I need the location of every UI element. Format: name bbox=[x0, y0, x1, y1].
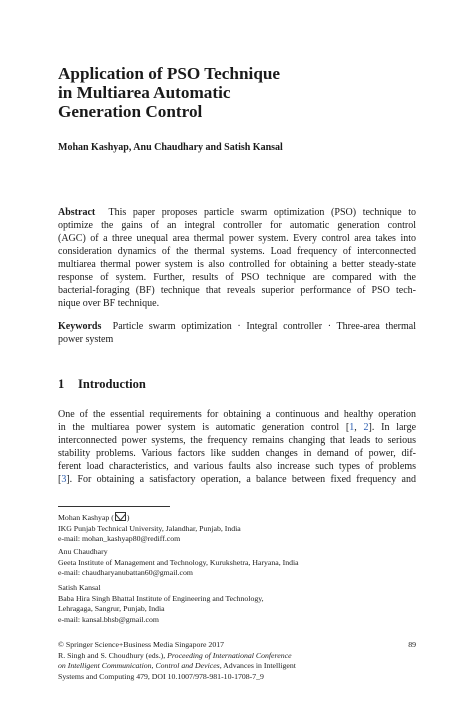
keywords-text-1: Particle swarm optimization · Integral controller · Three-area thermal bbox=[112, 321, 416, 332]
section-heading bbox=[58, 377, 146, 392]
title-line-3: Generation Control bbox=[58, 102, 203, 121]
author-1-name bbox=[58, 512, 241, 524]
paper-title bbox=[58, 64, 418, 121]
copyright-block bbox=[58, 640, 296, 682]
author-1-affiliation: IKG Punjab Technical University, Jalandhar, Punjab, India bbox=[58, 523, 241, 533]
abstract-line-1 bbox=[58, 206, 416, 219]
intro-line-4: stability problems. Various factors like sudden changes in demand of power, dif- bbox=[58, 448, 416, 460]
copyright-line-4: Systems and Computing 479, DOI 10.1007/978-981-10-1708-7_9 bbox=[58, 671, 264, 681]
intro-line-1: One of the essential requirements for obtaining a continuous and healthy operation bbox=[58, 409, 416, 420]
keywords bbox=[58, 320, 416, 346]
copyright-line-3-text: , Advances in Intelligent bbox=[219, 661, 296, 671]
copyright-line-3 bbox=[58, 661, 296, 672]
abstract bbox=[58, 206, 416, 310]
footnote-divider bbox=[58, 506, 170, 507]
copyright-line-2-italic: Proceeding of International Conference bbox=[167, 650, 292, 660]
abstract-line-5: multiarea thermal power system is also controlled for obtaining a better steady-state bbox=[58, 259, 416, 271]
abstract-line-6: response of system. Further, results of PSO technique are compared with the bbox=[58, 272, 416, 284]
keywords-label: Keywords bbox=[58, 321, 102, 332]
author-2-email[interactable]: e-mail: chaudharyanubattan60@gmail.com bbox=[58, 568, 193, 578]
copyright-line-2 bbox=[58, 651, 296, 662]
title-line-2: in Multiarea Automatic bbox=[58, 83, 231, 102]
intro-line-2-text: in the multiarea power system is automatic generation control [ bbox=[58, 422, 350, 434]
footnote-author-2 bbox=[58, 547, 299, 579]
copyright-line-3-italic: on Intelligent Communication, Control and Devices bbox=[58, 661, 220, 671]
author-3-affiliation-2: Lehragaga, Sangrur, Punjab, India bbox=[58, 604, 165, 614]
citation-link-1[interactable]: 1 bbox=[349, 422, 355, 434]
author-3-name: Satish Kansal bbox=[58, 583, 101, 592]
abstract-text-1: This paper proposes particle swarm optimization (PSO) technique to bbox=[108, 207, 416, 218]
abstract-line-4: consideration dynamics of the thermal systems. Load frequency of interconnected bbox=[58, 246, 416, 258]
envelope-icon[interactable] bbox=[115, 512, 126, 521]
abstract-label: Abstract bbox=[58, 207, 96, 218]
intro-line-6-text: ]. For obtaining a satisfactory operation, a balance between fixed frequency and bbox=[66, 474, 416, 486]
intro-line-2-end: ]. In large bbox=[368, 422, 417, 434]
author-3-affiliation-1: Baba Hira Singh Bhattal Institute of Engineering and Technology, bbox=[58, 593, 264, 603]
intro-line-6 bbox=[58, 473, 416, 486]
intro-line-2 bbox=[58, 421, 416, 434]
keywords-line-1 bbox=[58, 320, 416, 333]
section-number: 1 bbox=[58, 377, 65, 391]
author-3-email[interactable]: e-mail: kansal.bhsb@gmail.com bbox=[58, 614, 159, 624]
copyright-line-2-text: R. Singh and S. Choudhury (eds.), bbox=[58, 650, 168, 660]
author-1-name-end: ) bbox=[126, 513, 130, 522]
page-number: 89 bbox=[408, 640, 416, 649]
abstract-line-7: bacterial-foraging (BF) technique that reveals superior performance of PSO tech- bbox=[58, 285, 416, 297]
intro-line-3: interconnected power systems, the frequency remains changing that leads to serious bbox=[58, 435, 416, 447]
citation-link-3[interactable]: 3 bbox=[61, 474, 67, 486]
author-list: Mohan Kashyap, Anu Chaudhary and Satish Kansal bbox=[58, 142, 283, 153]
footnote-author-3 bbox=[58, 583, 264, 625]
citation-link-2[interactable]: 2 bbox=[363, 422, 369, 434]
author-2-name: Anu Chaudhary bbox=[58, 547, 108, 556]
abstract-line-3: (AGC) of a three unequal area thermal power system. Every control area takes into bbox=[58, 233, 416, 245]
abstract-line-2: optimize the gains of an integral controller for automatic generation control bbox=[58, 220, 416, 232]
title-line-1: Application of PSO Technique bbox=[58, 64, 281, 83]
keywords-line-2: power system bbox=[58, 334, 114, 346]
intro-line-6-open: [ bbox=[58, 474, 62, 486]
intro-paragraph bbox=[58, 408, 416, 486]
footnote-author-1 bbox=[58, 512, 241, 545]
author-2-affiliation: Geeta Institute of Management and Technology, Kurukshetra, Haryana, India bbox=[58, 557, 299, 567]
author-1-email[interactable]: e-mail: mohan_kashyap80@rediff.com bbox=[58, 534, 181, 544]
author-1-name-text: Mohan Kashyap ( bbox=[58, 513, 114, 522]
section-title: Introduction bbox=[78, 377, 146, 391]
abstract-line-8: nique over BF technique. bbox=[58, 298, 160, 310]
intro-line-5: ferent load characteristics, and various faults also increase such types of problems bbox=[58, 461, 416, 473]
copyright-line-1: © Springer Science+Business Media Singapore 2017 bbox=[58, 640, 225, 649]
intro-line-2-sep: , bbox=[354, 422, 364, 434]
